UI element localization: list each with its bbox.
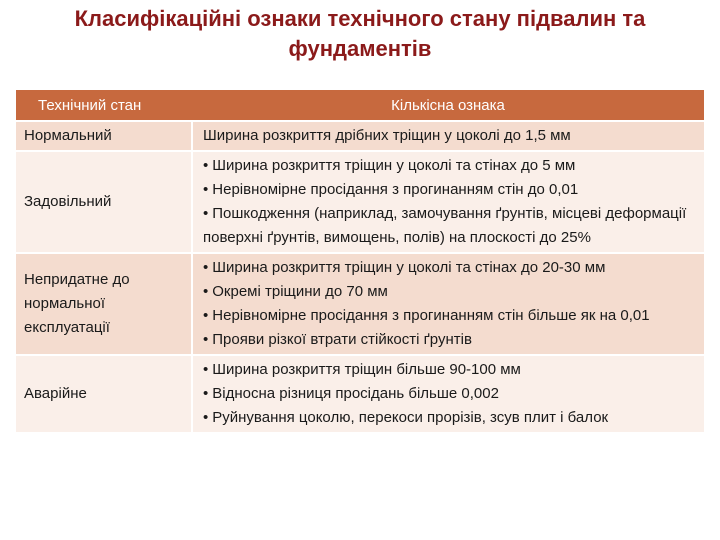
bullet-icon: • xyxy=(203,385,209,402)
table-header-row xyxy=(16,90,704,121)
criteria-item xyxy=(203,154,698,178)
criteria-text: Окремі тріщини до 70 мм xyxy=(212,283,388,300)
criteria-item: Ширина розкриття дрібних тріщин у цоколі до 1,5 мм xyxy=(203,127,571,144)
criteria-item xyxy=(203,178,698,202)
bullet-icon: • xyxy=(203,205,209,222)
row-criteria-normal xyxy=(192,121,704,151)
criteria-text: Руйнування цоколю, перекоси прорізів, зсув плит і балок xyxy=(212,409,609,426)
criteria-text: Ширина розкриття тріщин більше 90-100 мм xyxy=(212,361,521,378)
criteria-item xyxy=(203,280,698,304)
bullet-icon: • xyxy=(203,331,209,348)
row-state-satisfactory: Задовільний xyxy=(16,151,192,253)
header-technical-state: Технічний стан xyxy=(16,90,192,121)
table-row xyxy=(16,253,704,355)
bullet-icon: • xyxy=(203,361,209,378)
table-row xyxy=(16,151,704,253)
row-criteria-satisfactory xyxy=(192,151,704,253)
row-state-normal: Нормальний xyxy=(16,121,192,151)
criteria-item xyxy=(203,406,698,430)
criteria-text: Нерівномірне просідання з прогинанням стін більше як на 0,01 xyxy=(212,307,650,324)
bullet-icon: • xyxy=(203,283,209,300)
criteria-text: Ширина розкриття тріщин у цоколі та стінах до 5 мм xyxy=(212,157,576,174)
criteria-text: Нерівномірне просідання з прогинанням стін до 0,01 xyxy=(212,181,579,198)
header-quantitative-criteria: Кількісна ознака xyxy=(192,90,704,121)
row-criteria-unfit xyxy=(192,253,704,355)
bullet-icon: • xyxy=(203,157,209,174)
table-row xyxy=(16,121,704,151)
page-title: Класифікаційні ознаки технічного стану підвалин та фундаментів xyxy=(74,6,646,61)
bullet-icon: • xyxy=(203,259,209,276)
row-state-emergency: Аварійне xyxy=(16,355,192,432)
criteria-item xyxy=(203,256,698,280)
criteria-text: Пошкодження (наприклад, замочування ґрунтів, місцеві деформації поверхні ґрунтів, вимощень, полів) на плоскості до 25% xyxy=(203,205,687,246)
table-row xyxy=(16,355,704,432)
criteria-item xyxy=(203,328,698,352)
bullet-icon: • xyxy=(203,307,209,324)
row-state-unfit: Непридатне до нормальної експлуатації xyxy=(16,253,192,355)
criteria-text: Прояви різкої втрати стійкості ґрунтів xyxy=(212,331,472,348)
criteria-text: Ширина розкриття тріщин у цоколі та стінах до 20-30 мм xyxy=(212,259,606,276)
classification-table-container xyxy=(16,90,704,432)
bullet-icon: • xyxy=(203,409,209,426)
criteria-text: Відносна різниця просідань більше 0,002 xyxy=(212,385,499,402)
criteria-item xyxy=(203,382,698,406)
bullet-icon: • xyxy=(203,181,209,198)
criteria-item xyxy=(203,304,698,328)
row-criteria-emergency xyxy=(192,355,704,432)
criteria-item xyxy=(203,202,698,250)
criteria-item xyxy=(203,358,698,382)
classification-table xyxy=(16,90,704,432)
